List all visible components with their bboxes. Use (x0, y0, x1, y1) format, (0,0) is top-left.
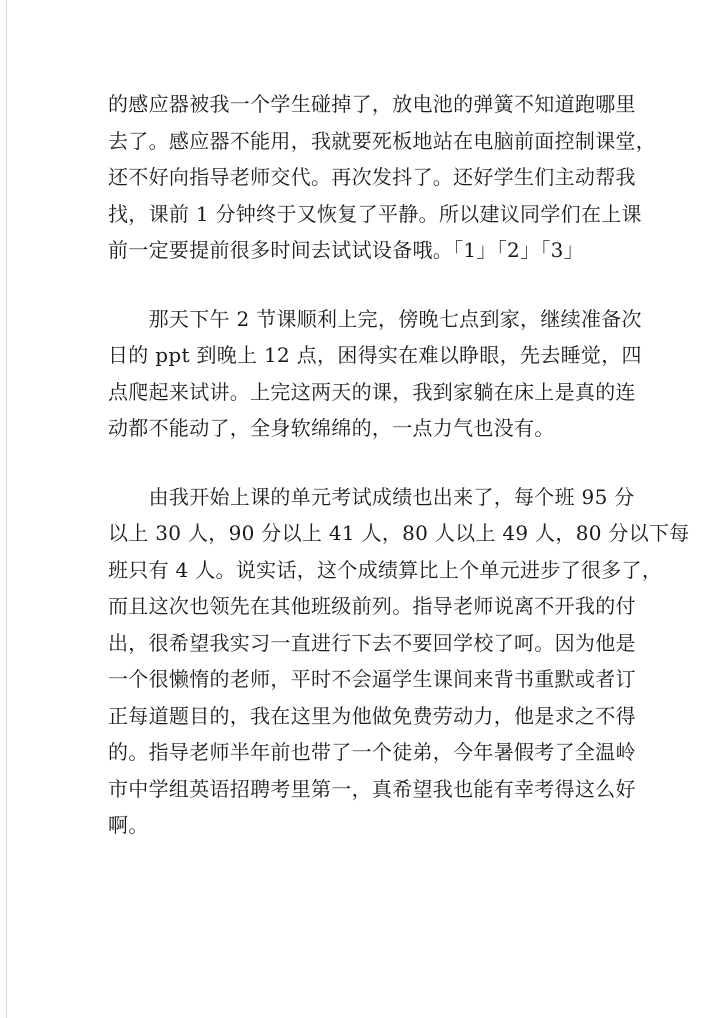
text-line: 找，课前 1 分钟终于又恢复了平静。所以建议同学们在上课 (108, 201, 642, 226)
text-line: 班只有 4 人。说实话，这个成绩算比上个单元进步了很多了， (108, 557, 663, 582)
text-line: 而且这次也领先在其他班级前列。指导老师说离不开我的付 (108, 594, 636, 618)
text-line: 一个很懒惰的老师，平时不会逼学生课间来背书重默或者订 (108, 667, 636, 691)
paragraph-1 (108, 86, 657, 269)
text-line: 由我开始上课的单元考试成绩也出来了，每个班 95 分 (108, 484, 635, 509)
page-edge-rule (6, 0, 7, 1018)
paragraph-3 (108, 479, 690, 844)
paragraph-spacer (108, 447, 614, 479)
text-line: 点爬起来试讲。上完这两天的课，我到家躺在床上是真的连 (108, 379, 636, 404)
text-line: 还不好向指导老师交代。再次发抖了。还好学生们主动帮我 (108, 165, 636, 189)
text-line: 啊。 (108, 813, 149, 837)
text-line: 去了。感应器不能用，我就要死板地站在电脑前面控制课堂， (108, 128, 657, 153)
text-line: 正每道题目的，我在这里为他做免费劳动力，他是求之不得 (108, 703, 636, 728)
text-line: 的感应器被我一个学生碰掉了，放电池的弹簧不知道跑哪里 (108, 92, 636, 116)
text-line: 日的 ppt 到晚上 12 点，困得实在难以睁眼，先去睡觉，四 (108, 343, 642, 367)
text-line: 前一定要提前很多时间去试试设备哦。「1」「2」「3」 (108, 238, 584, 262)
paragraph-spacer (108, 269, 614, 301)
paragraph-2 (108, 301, 642, 447)
document-body (108, 86, 690, 844)
text-line: 的。指导老师半年前也带了一个徒弟，今年暑假考了全温岭 (108, 740, 636, 764)
text-line: 动都不能动了，全身软绵绵的，一点力气也没有。 (108, 416, 555, 440)
text-line: 那天下午 2 节课顺利上完，傍晚七点到家，继续准备次 (108, 306, 642, 331)
text-line: 市中学组英语招聘考里第一，真希望我也能有幸考得这么好 (108, 776, 636, 801)
text-line: 出，很希望我实习一直进行下去不要回学校了呵。因为他是 (108, 630, 636, 655)
text-line: 以上 30 人，90 分以上 41 人，80 人以上 49 人，80 分以下每 (108, 521, 690, 545)
